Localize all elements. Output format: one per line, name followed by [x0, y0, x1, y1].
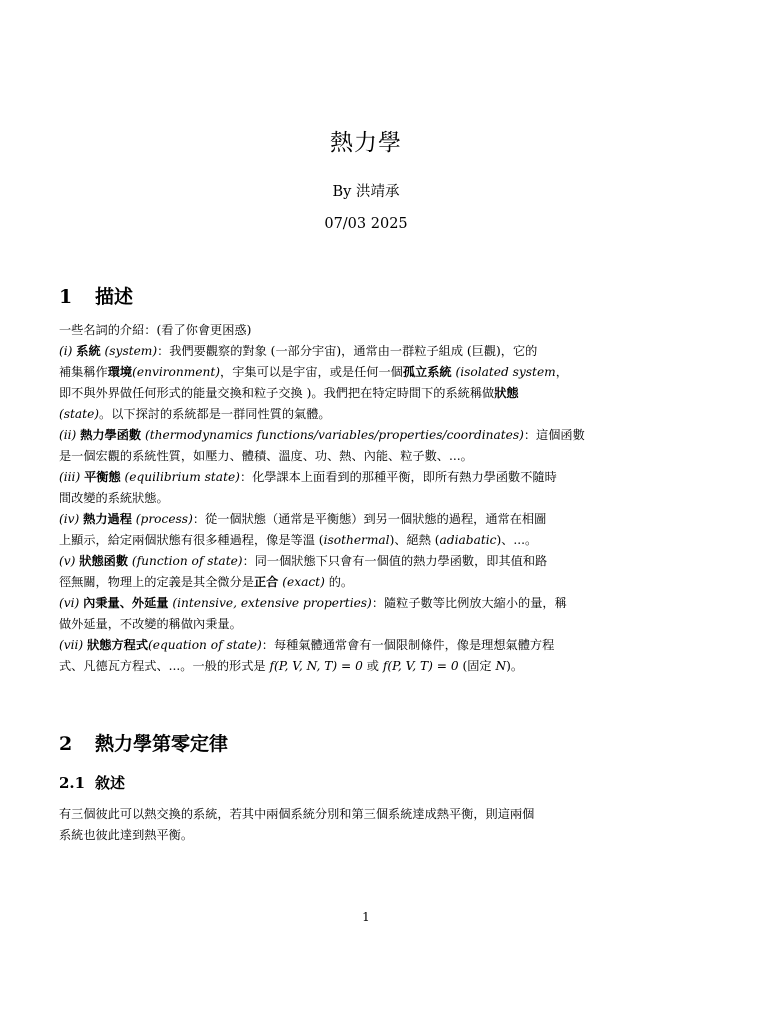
paragraph-line: 有三個彼此可以熱交換的系統，若其中兩個系統分別和第三個系統達成熱平衡，則這兩個 — [59, 807, 535, 821]
term: 熱力學函數 — [80, 428, 142, 442]
item-vi: (vi) 內秉量、外延量 (intensive, extensive properties)：隨粒子數等比例放大縮小的量，稱 — [59, 596, 567, 610]
item-v: (v) 狀態函數 (function of state)：同一個狀態下只會有一個值的熱力學函數，即其值和路 — [59, 554, 548, 568]
section-2-heading — [59, 729, 228, 756]
item-number: (v) — [59, 554, 76, 568]
term-english: (equation of state) — [148, 638, 262, 652]
term: 平衡態 — [84, 470, 121, 484]
term-english: (process) — [135, 512, 193, 526]
subsection-number: 2.1 — [59, 774, 86, 792]
item-number: (i) — [59, 344, 73, 358]
item-v-line2: 徑無關，物理上的定義是其全微分是正合 (exact) 的。 — [59, 575, 354, 589]
term-english: (equilibrium state) — [124, 470, 240, 484]
intro-line: 一些名詞的介紹：(看了你會更困惑) — [59, 323, 252, 337]
equation: f(P, V, T) = 0 — [382, 659, 459, 673]
term-english: (environment) — [132, 365, 221, 379]
section-title: 描述 — [95, 286, 134, 308]
term: 狀態方程式 — [87, 638, 149, 652]
item-i-line3: 即不與外界做任何形式的能量交換和粒子交換 )。我們把在特定時間下的系統稱做狀態 — [59, 386, 519, 400]
term: 環境 — [107, 365, 133, 379]
item-vii: (vii) 狀態方程式(equation of state)：每種氣體通常會有一個限制條件，像是理想氣體方程 — [59, 638, 555, 652]
section-1-heading — [59, 282, 133, 309]
term-english: (isolated system — [455, 365, 556, 379]
item-vi-line2: 做外延量，不改變的稱做內秉量。 — [59, 617, 242, 631]
term-english: (system) — [104, 344, 158, 358]
item-iv-line2: 上顯示，給定兩個狀態有很多種過程，像是等溫 (isothermal)、絕熱 (adiabatic)、...。 — [59, 533, 538, 547]
section-title: 熱力學第零定律 — [95, 733, 229, 755]
item-iii: (iii) 平衡態 (equilibrium state)：化學課本上面看到的那種平衡，即所有熱力學函數不隨時 — [59, 470, 557, 484]
subsection-2-1-heading — [59, 772, 125, 793]
equation: f(P, V, N, T) = 0 — [269, 659, 363, 673]
term-english: (thermodynamics functions/variables/properties/coordinates) — [145, 428, 524, 442]
paragraph-line: 系統也彼此達到熱平衡。 — [59, 828, 194, 842]
author-line: By 洪靖承 — [332, 184, 400, 200]
term-english: (intensive, extensive properties) — [172, 596, 372, 610]
section-2-body — [59, 804, 709, 846]
term: 內秉量、外延量 — [83, 596, 169, 610]
item-vii-line2: 式、凡德瓦方程式、...。一般的形式是 f(P, V, N, T) = 0 或 f(P, V, T) = 0 (固定 N)。 — [59, 659, 524, 673]
term: 狀態 — [494, 386, 519, 400]
term-english: (exact) — [282, 575, 325, 589]
item-i — [59, 341, 709, 362]
item-i-line4: (state)。以下探討的系統都是一群同性質的氣體。 — [59, 407, 331, 421]
item-iv: (iv) 熱力過程 (process)：從一個狀態（通常是平衡態）到另一個狀態的過程，通常在相圖 — [59, 512, 547, 526]
section-number: 1 — [59, 286, 73, 308]
section-number: 2 — [59, 733, 73, 755]
term: 孤立系統 — [402, 365, 452, 379]
term: 熱力過程 — [83, 512, 132, 526]
item-number: (iii) — [59, 470, 81, 484]
term: 狀態函數 — [79, 554, 129, 568]
term: 正合 — [254, 575, 279, 589]
item-text: ：我們要觀察的對象 (一部分宇宙)，通常由一群粒子組成 (巨觀)，它的 — [157, 344, 538, 358]
subsection-title: 敘述 — [95, 774, 126, 792]
term: 系統 — [76, 344, 101, 358]
item-number: (vi) — [59, 596, 80, 610]
page-number: 1 — [362, 910, 370, 924]
item-ii: (ii) 熱力學函數 (thermodynamics functions/variables/properties/coordinates)：這個函數 — [59, 428, 585, 442]
date-line: 07/03 2025 — [324, 216, 408, 232]
item-number: (vii) — [59, 638, 84, 652]
document-title: 熱力學 — [330, 130, 402, 156]
item-number: (ii) — [59, 428, 77, 442]
item-iii-line2: 間改變的系統狀態。 — [59, 491, 169, 505]
section-1-body — [59, 320, 709, 677]
term-english: (function of state) — [131, 554, 243, 568]
item-ii-line2: 是一個宏觀的系統性質，如壓力、體積、溫度、功、熱、內能、粒子數、...。 — [59, 449, 473, 463]
item-number: (iv) — [59, 512, 80, 526]
item-i-line2: 補集稱作環境(environment)，宇集可以是宇宙，或是任何一個孤立系統 (isolated system， — [59, 365, 568, 379]
term-english: (state) — [59, 407, 100, 421]
